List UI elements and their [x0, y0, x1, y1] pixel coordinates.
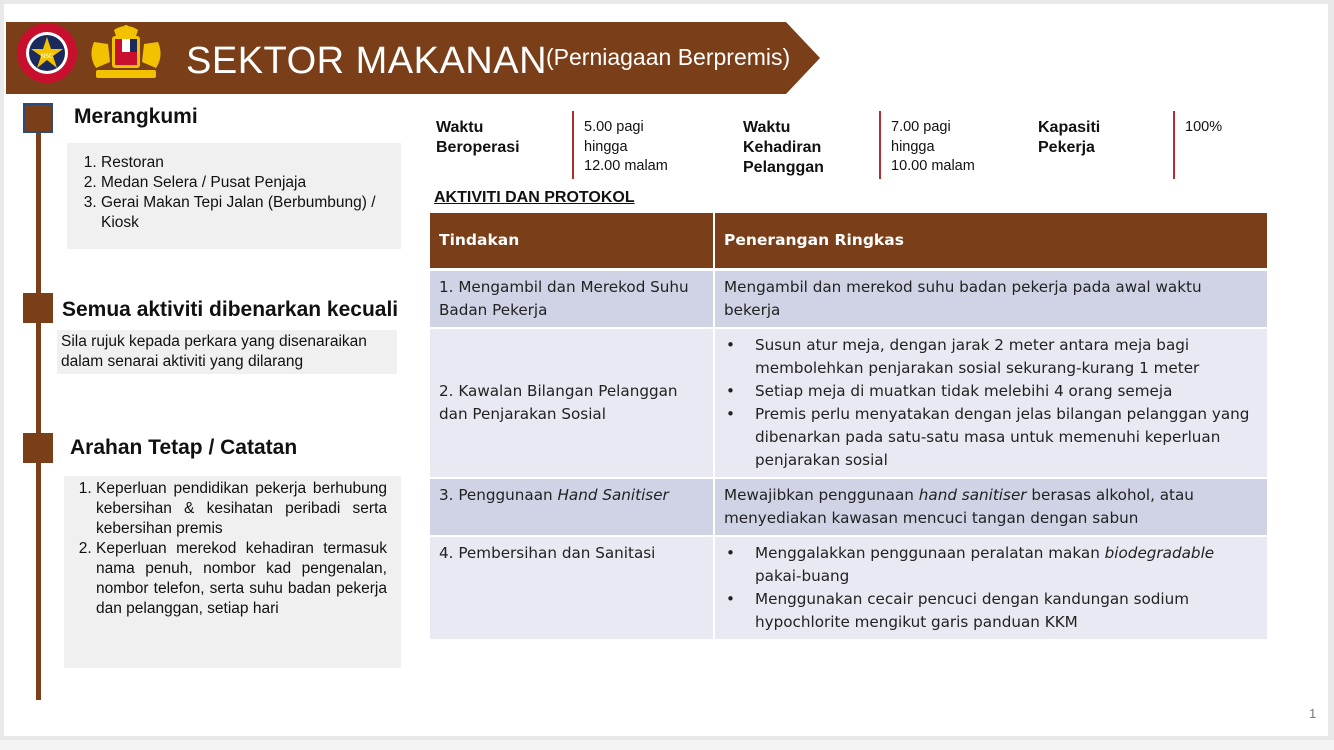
merangkumi-box — [67, 143, 401, 249]
arahan-list — [70, 479, 387, 619]
kapasiti-label-line2: Pekerja — [1038, 139, 1095, 156]
nsc-logo — [16, 22, 78, 84]
list-item: 2. Medan Selera / Pusat Penjaja — [101, 173, 395, 193]
timeline-node-arahan — [23, 433, 53, 463]
bullet-item: • Menggunakan cecair pencuci dengan kandungan sodium hypochlorite mengikut garis panduan KKM — [724, 588, 1258, 634]
page-title: SEKTOR MAKANAN — [186, 40, 548, 82]
desc-prefix: Mewajibkan penggunaan — [724, 485, 919, 504]
bullet-suffix: pakai-buang — [755, 566, 850, 585]
nsc-logo-abbr: NSC — [40, 53, 54, 60]
bullet-list — [724, 542, 1258, 634]
bullet-item — [724, 542, 1258, 588]
page-subtitle: (Perniagaan Berpremis) — [546, 44, 791, 70]
kapasiti-label — [1038, 118, 1100, 158]
kapasiti-value — [1173, 111, 1222, 179]
waktu-operasi-to: 12.00 malam — [584, 158, 668, 174]
list-item: 2. Keperluan merekod kehadiran termasuk nama penuh, nombor kad pengenalan, nombor telefon, serta suhu badan pekerja dan pelanggan, setiap hari — [96, 539, 387, 619]
protocol-table — [430, 213, 1269, 641]
arahan-box — [64, 476, 401, 668]
action-italic: Hand Sanitiser — [557, 485, 669, 504]
bullet-italic: biodegradable — [1104, 543, 1215, 562]
waktu-kehadiran-label-line2: Kehadiran — [743, 139, 822, 156]
coat-of-arms-logo — [84, 22, 168, 84]
table-cell-action: 2. Kawalan Bilangan Pelanggan dan Penjarakan Sosial — [430, 328, 714, 478]
column-header-penerangan: Penerangan Ringkas — [714, 213, 1268, 269]
column-header-tindakan: Tindakan — [430, 213, 714, 269]
kapasiti-label-line1: Kapasiti — [1038, 119, 1101, 136]
table-cell-action — [430, 478, 714, 536]
action-prefix: 3. Penggunaan — [439, 485, 558, 504]
table-row — [430, 328, 1268, 478]
waktu-operasi-label-line1: Waktu — [436, 119, 484, 136]
list-item: 3. Gerai Makan Tepi Jalan (Berbumbung) / Kiosk — [101, 193, 395, 233]
bullet-prefix: Menggalakkan penggunaan peralatan makan — [755, 543, 1105, 562]
waktu-kehadiran-from: 7.00 pagi — [891, 119, 951, 135]
title-banner — [6, 22, 820, 94]
bullet-item: • Susun atur meja, dengan jarak 2 meter antara meja bagi membolehkan penjarakan sosial sekurang-kurang 1 meter — [724, 334, 1258, 380]
waktu-operasi-value — [572, 111, 668, 179]
waktu-operasi-from: 5.00 pagi — [584, 119, 644, 135]
table-header-row — [430, 213, 1268, 269]
waktu-operasi-label-line2: Beroperasi — [436, 139, 520, 156]
table-row — [430, 536, 1268, 640]
table-cell-desc — [714, 536, 1268, 640]
waktu-operasi-sep: hingga — [584, 138, 628, 155]
page-number: 1 — [1309, 706, 1317, 721]
waktu-kehadiran-sep: hingga — [891, 138, 935, 155]
table-row — [430, 478, 1268, 536]
list-item: 1. Restoran — [101, 153, 395, 173]
arahan-heading: Arahan Tetap / Catatan — [70, 436, 298, 459]
table-cell-desc — [714, 328, 1268, 478]
timeline-node-semua — [23, 293, 53, 323]
table-cell-desc — [714, 478, 1268, 536]
table-row — [430, 269, 1268, 328]
bullet-list — [724, 334, 1258, 472]
waktu-kehadiran-value — [879, 111, 975, 179]
merangkumi-heading: Merangkumi — [74, 105, 198, 128]
waktu-kehadiran-label-line1: Waktu — [743, 119, 791, 136]
kapasiti-value-text: 100% — [1185, 119, 1223, 135]
desc-suffix: berasas alkohol, atau menyediakan kawasan mencuci tangan dengan sabun — [724, 485, 1194, 527]
bottom-bar — [0, 740, 1334, 750]
table-cell-action: 4. Pembersihan dan Sanitasi — [430, 536, 714, 640]
timeline-node-merangkumi — [23, 103, 53, 133]
semua-box — [57, 330, 397, 374]
timeline-line — [36, 118, 41, 700]
waktu-kehadiran-label-line3: Pelanggan — [743, 159, 824, 176]
waktu-kehadiran-label — [743, 118, 824, 178]
merangkumi-list — [75, 153, 395, 233]
table-cell-desc: Mengambil dan merekod suhu badan pekerja pada awal waktu bekerja — [714, 269, 1268, 328]
waktu-operasi-label — [436, 118, 520, 158]
aktiviti-heading: AKTIVITI DAN PROTOKOL — [434, 189, 635, 206]
semua-text: Sila rujuk kepada perkara yang disenaraikan dalam senarai aktiviti yang dilarang — [61, 333, 367, 370]
table-cell-action: 1. Mengambil dan Merekod Suhu Badan Pekerja — [430, 269, 714, 328]
desc-italic: hand sanitiser — [918, 485, 1027, 504]
bullet-item: • Premis perlu menyatakan dengan jelas bilangan pelanggan yang dibenarkan pada satu-satu masa untuk memenuhi keperluan penjarakan sosial — [724, 403, 1258, 472]
list-item: 1. Keperluan pendidikan pekerja berhubung kebersihan & kesihatan peribadi serta kebersihan premis — [96, 479, 387, 539]
semua-heading: Semua aktiviti dibenarkan kecuali — [62, 298, 399, 321]
bullet-item: • Setiap meja di muatkan tidak melebihi 4 orang semeja — [724, 380, 1258, 403]
waktu-kehadiran-to: 10.00 malam — [891, 158, 975, 174]
